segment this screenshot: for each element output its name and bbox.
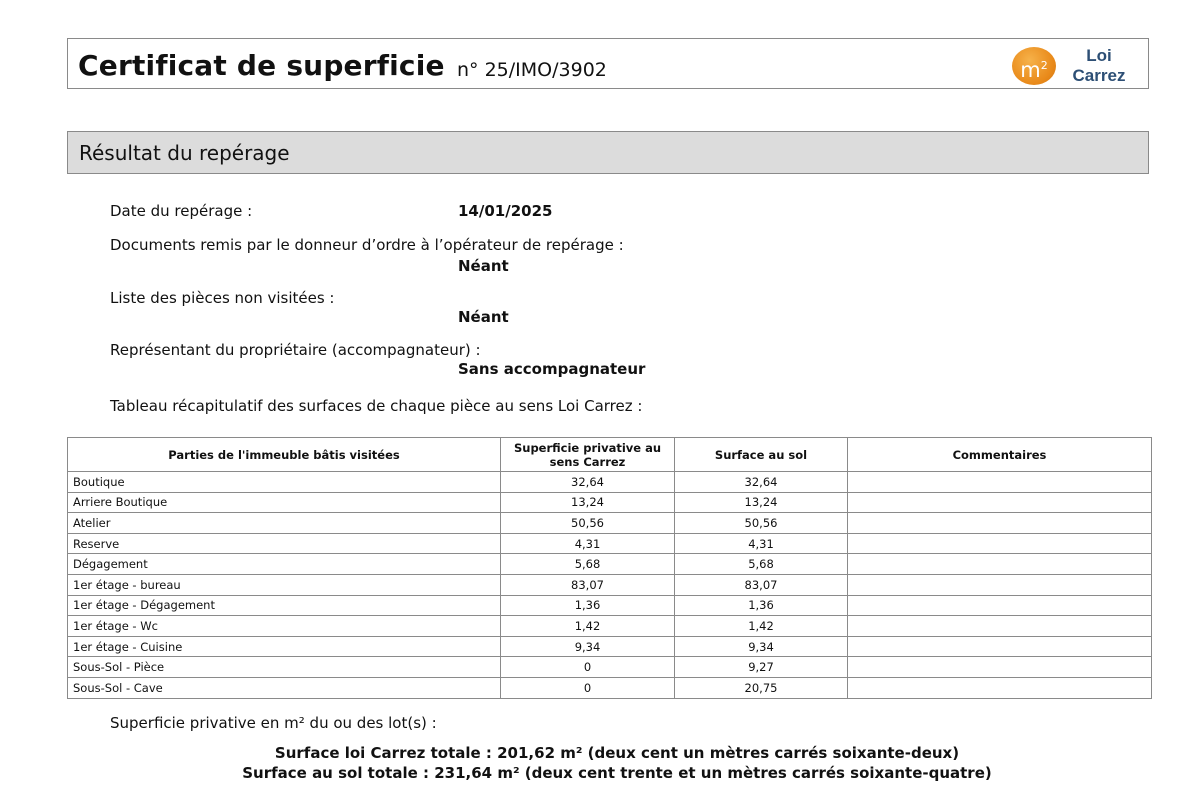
table-row	[68, 636, 1152, 657]
floor-total: Surface au sol totale : 231,64 m² (deux cent trente et un mètres carrés soixante-quatre)	[242, 764, 992, 782]
floor-area-cell: 50,56	[675, 513, 848, 534]
table-row	[68, 513, 1152, 534]
floor-area-cell: 4,31	[675, 533, 848, 554]
logo-text	[1069, 46, 1129, 86]
room-name-cell: 1er étage - bureau	[68, 574, 501, 595]
representative-value: Sans accompagnateur	[458, 360, 646, 378]
room-name-cell: Arriere Boutique	[68, 492, 501, 513]
room-name-cell: Reserve	[68, 533, 501, 554]
date-label: Date du repérage :	[110, 202, 253, 220]
carrez-area-cell: 32,64	[501, 472, 675, 493]
table-row	[68, 595, 1152, 616]
room-name-cell: Sous-Sol - Cave	[68, 677, 501, 698]
loi-carrez-logo	[1012, 44, 1137, 86]
logo-text-line2: Carrez	[1072, 66, 1126, 85]
room-name-cell: 1er étage - Cuisine	[68, 636, 501, 657]
floor-area-cell: 13,24	[675, 492, 848, 513]
comment-cell	[848, 554, 1152, 575]
table-row	[68, 677, 1152, 698]
carrez-area-cell: 4,31	[501, 533, 675, 554]
carrez-area-cell: 13,24	[501, 492, 675, 513]
comment-cell	[848, 513, 1152, 534]
floor-area-cell: 5,68	[675, 554, 848, 575]
floor-area-cell: 32,64	[675, 472, 848, 493]
comment-cell	[848, 533, 1152, 554]
unvisited-rooms-value: Néant	[458, 308, 509, 326]
documents-label: Documents remis par le donneur d’ordre à l’opérateur de repérage :	[110, 236, 624, 254]
carrez-area-cell: 5,68	[501, 554, 675, 575]
room-name-cell: Sous-Sol - Pièce	[68, 657, 501, 678]
section-title: Résultat du repérage	[79, 141, 290, 165]
comment-cell	[848, 636, 1152, 657]
table-row	[68, 492, 1152, 513]
document-title: Certificat de superficie	[78, 49, 445, 82]
room-name-cell: Atelier	[68, 513, 501, 534]
header-carrez-area: Superficie privative au sens Carrez	[501, 438, 675, 472]
comment-cell	[848, 595, 1152, 616]
logo-text-line1: Loi	[1086, 46, 1112, 65]
carrez-area-cell: 50,56	[501, 513, 675, 534]
carrez-area-cell: 1,42	[501, 616, 675, 637]
table-row	[68, 574, 1152, 595]
floor-area-cell: 9,34	[675, 636, 848, 657]
room-name-cell: 1er étage - Wc	[68, 616, 501, 637]
m2-icon-letter: m	[1020, 58, 1041, 82]
room-name-cell: Dégagement	[68, 554, 501, 575]
comment-cell	[848, 677, 1152, 698]
room-name-cell: Boutique	[68, 472, 501, 493]
floor-area-cell: 83,07	[675, 574, 848, 595]
carrez-total: Surface loi Carrez totale : 201,62 m² (deux cent un mètres carrés soixante-deux)	[274, 744, 960, 762]
document-header	[67, 38, 1149, 89]
comment-cell	[848, 616, 1152, 637]
floor-area-cell: 1,42	[675, 616, 848, 637]
floor-area-cell: 9,27	[675, 657, 848, 678]
table-row	[68, 554, 1152, 575]
header-comments: Commentaires	[848, 438, 1152, 472]
carrez-area-cell: 9,34	[501, 636, 675, 657]
documents-value: Néant	[458, 257, 509, 275]
carrez-area-cell: 0	[501, 657, 675, 678]
header-room: Parties de l'immeuble bâtis visitées	[68, 438, 501, 472]
room-name-cell: 1er étage - Dégagement	[68, 595, 501, 616]
floor-area-cell: 1,36	[675, 595, 848, 616]
carrez-area-cell: 1,36	[501, 595, 675, 616]
surface-table	[67, 437, 1152, 699]
table-row	[68, 657, 1152, 678]
total-area-label: Superficie privative en m² du ou des lot(s) :	[110, 714, 437, 732]
table-row	[68, 472, 1152, 493]
table-header-row	[68, 438, 1152, 472]
comment-cell	[848, 472, 1152, 493]
floor-area-cell: 20,75	[675, 677, 848, 698]
header-floor-area: Surface au sol	[675, 438, 848, 472]
table-row	[68, 533, 1152, 554]
unvisited-rooms-label: Liste des pièces non visitées :	[110, 289, 335, 307]
m2-icon	[1012, 47, 1056, 85]
date-value: 14/01/2025	[458, 202, 553, 220]
comment-cell	[848, 574, 1152, 595]
table-row	[68, 616, 1152, 637]
m2-icon-exponent: 2	[1040, 59, 1048, 72]
certificate-number: n° 25/IMO/3902	[457, 59, 607, 81]
section-header	[67, 131, 1149, 174]
table-body	[68, 472, 1152, 699]
comment-cell	[848, 657, 1152, 678]
carrez-area-cell: 83,07	[501, 574, 675, 595]
representative-label: Représentant du propriétaire (accompagnateur) :	[110, 341, 481, 359]
comment-cell	[848, 492, 1152, 513]
carrez-area-cell: 0	[501, 677, 675, 698]
table-intro: Tableau récapitulatif des surfaces de chaque pièce au sens Loi Carrez :	[110, 397, 643, 415]
